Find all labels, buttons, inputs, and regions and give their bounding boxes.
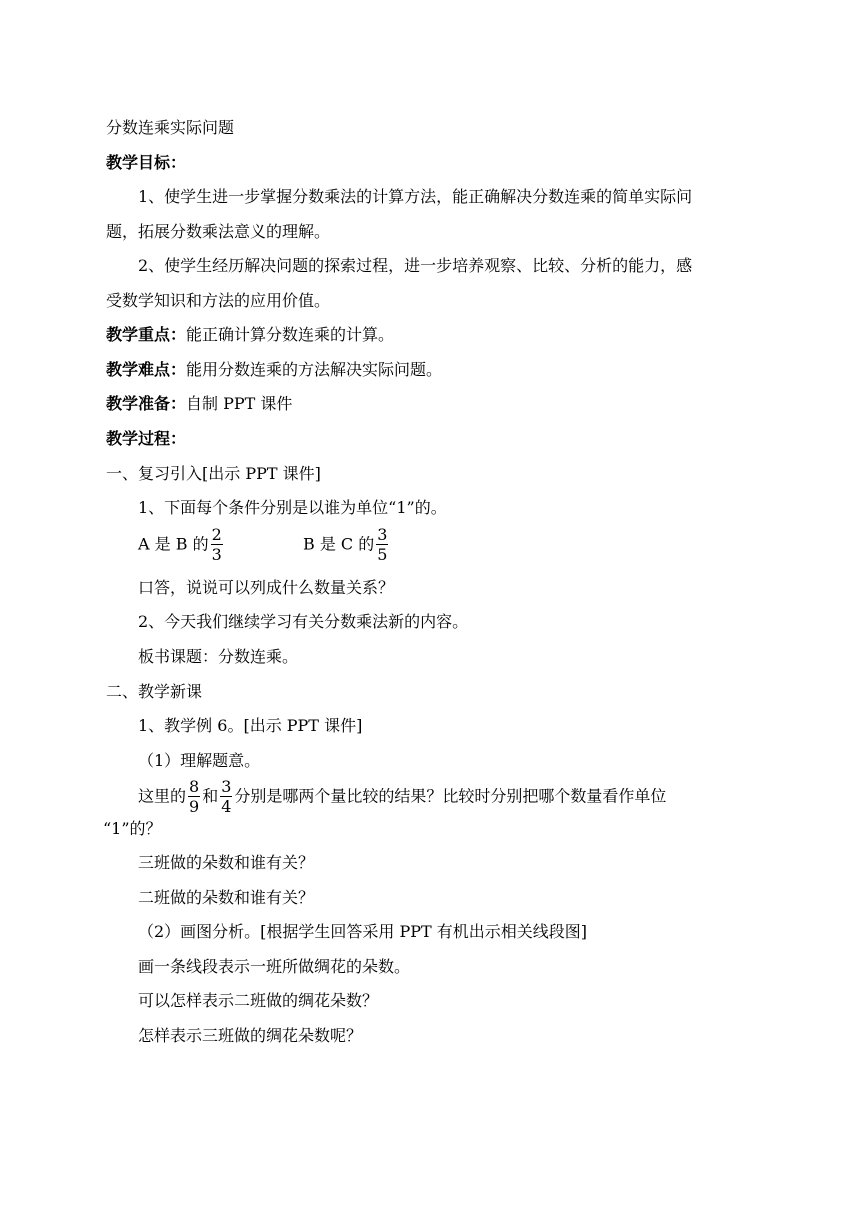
question-class-2: 二班做的朵数和谁有关？ <box>138 888 315 907</box>
question-line-2: “1”的？ <box>103 819 162 838</box>
section-1-item-1: 1、下面每个条件分别是以谁为单位“1”的。 <box>138 498 447 517</box>
condition-b-text: B 是 C 的 <box>303 534 375 554</box>
fraction-denominator: 5 <box>377 545 388 564</box>
question-and: 和 <box>202 786 219 806</box>
question-suffix: 分别是哪两个量比较的结果？比较时分别把哪个数量看作单位 <box>234 786 667 806</box>
fraction-eight-ninths <box>188 777 200 816</box>
fraction-numerator: 3 <box>377 525 388 544</box>
doc-title: 分数连乘实际问题 <box>106 118 235 137</box>
draw-line-3: 怎样表示三班做的绸花朵数呢？ <box>138 1026 363 1045</box>
fraction-numerator: 3 <box>221 777 232 796</box>
key-point <box>106 325 394 345</box>
question-fractions <box>138 777 666 816</box>
board-topic: 板书课题：分数连乘。 <box>138 647 299 666</box>
objective-1-line2: 题，拓展分数乘法意义的理解。 <box>106 222 331 241</box>
condition-a <box>138 525 225 564</box>
fraction-three-quarters <box>220 777 232 816</box>
section-1-heading: 一、复习引入[出示 PPT 课件] <box>106 464 321 483</box>
key-point-label: 教学重点： <box>106 325 187 344</box>
preparation-text: 自制 PPT 课件 <box>186 394 293 413</box>
step-1: （1）理解题意。 <box>138 751 261 770</box>
objectives-heading: 教学目标： <box>106 153 187 172</box>
objective-2-line2: 受数学知识和方法的应用价值。 <box>106 291 331 310</box>
condition-a-text: A 是 B 的 <box>138 534 209 554</box>
objective-1-line1: 1、使学生进一步掌握分数乘法的计算方法，能正确解决分数连乘的简单实际问 <box>138 187 693 206</box>
question-prefix: 这里的 <box>138 786 187 806</box>
difficulty-point <box>106 360 442 380</box>
preparation <box>106 394 292 414</box>
preparation-label: 教学准备： <box>106 394 187 413</box>
fraction-numerator: 8 <box>189 777 200 796</box>
fraction-denominator: 9 <box>189 797 200 816</box>
fraction-denominator: 4 <box>221 797 232 816</box>
question-class-3: 三班做的朵数和谁有关？ <box>138 853 315 872</box>
section-2-item-1: 1、教学例 6。[出示 PPT 课件] <box>138 716 363 735</box>
draw-line-1: 画一条线段表示一班所做绸花的朵数。 <box>138 957 411 976</box>
section-2-heading: 二、教学新课 <box>106 682 203 701</box>
difficulty-label: 教学难点： <box>106 360 187 379</box>
fraction-two-thirds <box>211 525 223 564</box>
draw-line-2: 可以怎样表示二班做的绸花朵数？ <box>138 991 379 1010</box>
difficulty-text: 能用分数连乘的方法解决实际问题。 <box>186 360 443 379</box>
key-point-text: 能正确计算分数连乘的计算。 <box>186 325 395 344</box>
fraction-denominator: 3 <box>211 545 222 564</box>
fraction-numerator: 2 <box>211 525 222 544</box>
condition-b <box>303 525 390 564</box>
fraction-three-fifths <box>376 525 388 564</box>
step-2: （2）画图分析。[根据学生回答采用 PPT 有机出示相关线段图] <box>138 922 588 941</box>
section-1-item-2: 2、今天我们继续学习有关分数乘法新的内容。 <box>138 612 469 631</box>
objective-2-line1: 2、使学生经历解决问题的探索过程，进一步培养观察、比较、分析的能力，感 <box>138 256 693 275</box>
process-heading: 教学过程： <box>106 429 187 448</box>
oral-answer: 口答，说说可以列成什么数量关系？ <box>138 578 395 597</box>
